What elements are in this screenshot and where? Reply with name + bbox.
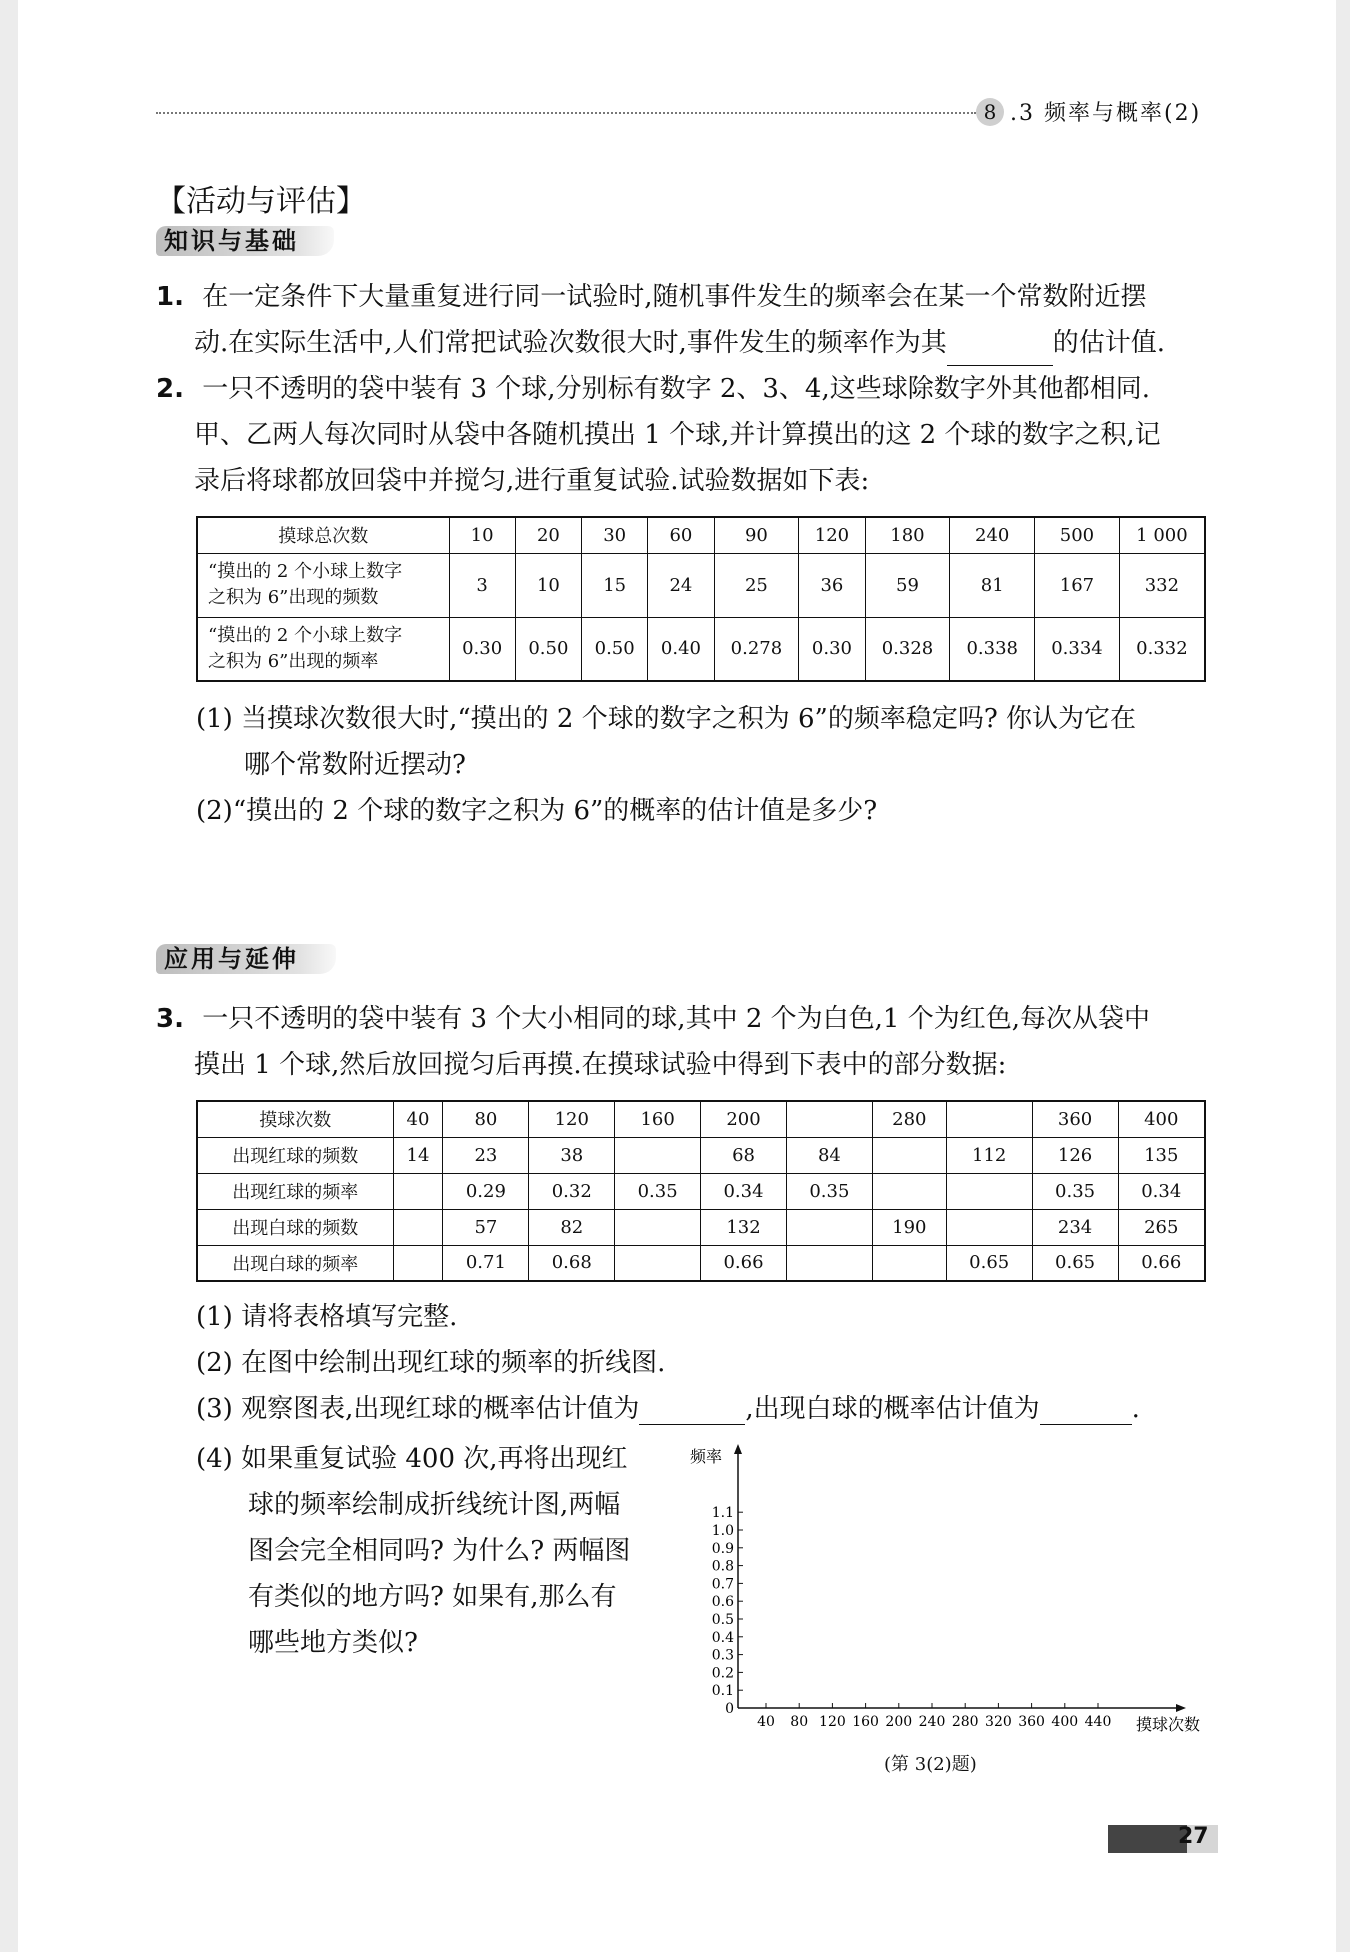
q3-frequency-chart	[688, 1440, 1208, 1740]
q2-table	[196, 516, 1206, 682]
table-cell: 3	[449, 553, 515, 617]
page-number: 27	[1178, 1824, 1209, 1849]
y-tick-label: 0.8	[711, 1558, 734, 1575]
table-row-label: 出现红球的频率	[197, 1173, 393, 1209]
table-cell: 0.278	[714, 617, 799, 681]
table-blank-cell[interactable]	[946, 1101, 1032, 1137]
q2-sub1-line1: (1) 当摸球次数很大时,“摸出的 2 个球的数字之积为 6”的频率稳定吗? 你认为它在	[196, 704, 1137, 734]
y-tick-label: 0.9	[711, 1540, 734, 1557]
q1-line2: 动.在实际生活中,人们常把试验次数很大时,事件发生的频率作为其 的估计值.	[194, 320, 1165, 366]
q2-sub2: (2)“摸出的 2 个球的数字之积为 6”的概率的估计值是多少?	[196, 796, 878, 826]
table-cell: 0.65	[946, 1245, 1032, 1281]
table-cell: 0.71	[443, 1245, 529, 1281]
y-tick-label: 0.5	[711, 1612, 734, 1628]
table-cell: 81	[950, 553, 1035, 617]
q2-number: 2.	[156, 374, 184, 404]
x-tick-label: 40	[757, 1714, 775, 1730]
table-cell: 68	[701, 1137, 787, 1173]
table-row-label: 出现白球的频数	[197, 1209, 393, 1245]
table-cell: 0.50	[582, 617, 648, 681]
table-cell: 15	[582, 553, 648, 617]
y-tick-label: 1.0	[711, 1523, 734, 1539]
y-tick-label: 0.3	[711, 1647, 734, 1664]
table-cell: 234	[1032, 1209, 1118, 1245]
x-tick-label: 120	[819, 1714, 846, 1730]
table-cell: 10	[515, 553, 581, 617]
q3-line2: 摸出 1 个球,然后放回搅匀后再摸.在摸球试验中得到下表中的部分数据:	[194, 1050, 1007, 1080]
q1-number: 1.	[156, 282, 184, 312]
q3-line1: 3. 一只不透明的袋中装有 3 个大小相同的球,其中 2 个为白色,1 个为红色,每次从袋中	[156, 1004, 1150, 1034]
table-row-label: “摸出的 2 个小球上数字 之积为 6”出现的频数	[197, 553, 449, 617]
q3-table	[196, 1100, 1206, 1282]
table-row-label: “摸出的 2 个小球上数字 之积为 6”出现的频率	[197, 617, 449, 681]
table-blank-cell[interactable]	[786, 1101, 872, 1137]
x-tick-label: 200	[885, 1714, 913, 1730]
chapter-badge: 8	[976, 98, 1004, 126]
y-tick-label: 0.2	[711, 1665, 734, 1682]
table-cell: 57	[443, 1209, 529, 1245]
q2-table-frequency-count-row	[197, 553, 1205, 617]
x-tick-label: 440	[1084, 1714, 1112, 1730]
table-blank-cell[interactable]	[786, 1209, 872, 1245]
table-cell: 36	[799, 553, 865, 617]
chart-caption: (第 3(2)题)	[884, 1754, 977, 1775]
table-cell: 23	[443, 1137, 529, 1173]
table-cell: 265	[1118, 1209, 1205, 1245]
table-cell: 84	[786, 1137, 872, 1173]
q3-sub2: (2) 在图中绘制出现红球的频率的折线图.	[196, 1348, 666, 1378]
table-cell: 120	[799, 517, 865, 553]
table-cell: 0.332	[1119, 617, 1205, 681]
y-tick-label: 0.1	[711, 1683, 734, 1700]
x-tick-label: 160	[852, 1714, 879, 1730]
table-blank-cell[interactable]	[786, 1245, 872, 1281]
y-tick-label: 0	[725, 1701, 734, 1717]
table-blank-cell[interactable]	[872, 1245, 946, 1281]
table-cell: 摸球总次数	[197, 517, 449, 553]
x-axis-label: 摸球次数	[1136, 1715, 1201, 1734]
table-cell: 24	[648, 553, 714, 617]
x-axis-arrow	[1176, 1704, 1186, 1712]
table-cell: 90	[714, 517, 799, 553]
table-cell: 0.30	[799, 617, 865, 681]
q2-line3: 录后将球都放回袋中并搅匀,进行重复试验.试验数据如下表:	[194, 466, 870, 496]
q3-sub1: (1) 请将表格填写完整.	[196, 1302, 458, 1332]
table-cell: 190	[872, 1209, 946, 1245]
table-cell: 180	[865, 517, 950, 553]
y-tick-label: 0.7	[711, 1576, 734, 1593]
q2-line1: 2. 一只不透明的袋中装有 3 个球,分别标有数字 2、3、4,这些球除数字外其他都相同.	[156, 374, 1150, 404]
table-cell: 0.32	[529, 1173, 615, 1209]
x-tick-label: 360	[1018, 1714, 1045, 1730]
table-cell: 10	[449, 517, 515, 553]
q3-sub3: (3) 观察图表,出现红球的概率估计值为 ,出现白球的概率估计值为 .	[196, 1394, 1140, 1424]
table-cell: 135	[1118, 1137, 1205, 1173]
table-blank-cell[interactable]	[393, 1245, 443, 1281]
table-cell: 0.338	[950, 617, 1035, 681]
x-tick-label: 400	[1051, 1714, 1079, 1730]
table-cell: 25	[714, 553, 799, 617]
table-blank-cell[interactable]	[872, 1137, 946, 1173]
table-cell: 1 000	[1119, 517, 1205, 553]
table-cell: 500	[1035, 517, 1120, 553]
table-blank-cell[interactable]	[615, 1209, 701, 1245]
page	[18, 0, 1336, 1952]
table-row-label: 摸球次数	[197, 1101, 393, 1137]
table-blank-cell[interactable]	[946, 1173, 1032, 1209]
table-cell: 240	[950, 517, 1035, 553]
q2-line2: 甲、乙两人每次同时从袋中各随机摸出 1 个球,并计算摸出的这 2 个球的数字之积,记	[194, 420, 1161, 450]
table-row	[197, 1209, 1205, 1245]
table-cell: 280	[872, 1101, 946, 1137]
section-title: 【活动与评估】	[156, 184, 366, 219]
table-cell: 0.34	[1118, 1173, 1205, 1209]
q3-number: 3.	[156, 1004, 184, 1034]
table-row-label: 出现红球的频数	[197, 1137, 393, 1173]
table-cell: 0.40	[648, 617, 714, 681]
table-cell: 30	[582, 517, 648, 553]
table-cell: 0.30	[449, 617, 515, 681]
y-tick-label: 0.6	[711, 1594, 734, 1611]
table-blank-cell[interactable]	[946, 1209, 1032, 1245]
table-cell: 0.66	[701, 1245, 787, 1281]
table-cell: 112	[946, 1137, 1032, 1173]
table-cell: 332	[1119, 553, 1205, 617]
q2-table-frequency-rate-row	[197, 617, 1205, 681]
x-tick-label: 320	[985, 1714, 1012, 1730]
x-tick-label: 80	[790, 1714, 809, 1730]
x-tick-label: 280	[951, 1714, 979, 1730]
table-cell: 160	[615, 1101, 701, 1137]
table-cell: 200	[701, 1101, 787, 1137]
q3-sub4: (4) 如果重复试验 400 次,再将出现红 球的频率绘制成折线统计图,两幅 图会完全相同吗? 为什么? 两幅图 有类似的地方吗? 如果有,那么有 哪些地方类似?	[196, 1444, 631, 1658]
header-dotted-line	[156, 112, 976, 114]
table-cell: 400	[1118, 1101, 1205, 1137]
y-tick-label: 1.1	[711, 1505, 734, 1522]
y-tick-label: 0.4	[711, 1629, 734, 1646]
table-cell: 0.35	[615, 1173, 701, 1209]
table-blank-cell[interactable]	[393, 1209, 443, 1245]
table-blank-cell[interactable]	[615, 1137, 701, 1173]
table-row	[197, 1173, 1205, 1209]
table-row	[197, 1101, 1205, 1137]
table-row-label: 出现白球的频率	[197, 1245, 393, 1281]
table-row	[197, 1245, 1205, 1281]
table-cell: 60	[648, 517, 714, 553]
table-cell: 0.334	[1035, 617, 1120, 681]
table-cell: 120	[529, 1101, 615, 1137]
table-cell: 14	[393, 1137, 443, 1173]
x-tick-label: 240	[918, 1714, 946, 1730]
table-cell: 38	[529, 1137, 615, 1173]
table-cell: 0.35	[786, 1173, 872, 1209]
table-blank-cell[interactable]	[615, 1245, 701, 1281]
table-cell: 0.68	[529, 1245, 615, 1281]
q3-white-probability-blank[interactable]	[1040, 1396, 1132, 1425]
table-cell: 0.29	[443, 1173, 529, 1209]
table-cell: 0.66	[1118, 1245, 1205, 1281]
q3-red-probability-blank[interactable]	[639, 1396, 745, 1425]
table-cell: 167	[1035, 553, 1120, 617]
table-cell: 132	[701, 1209, 787, 1245]
y-axis-label: 频率	[690, 1447, 723, 1466]
table-blank-cell[interactable]	[872, 1173, 946, 1209]
table-cell: 360	[1032, 1101, 1118, 1137]
table-cell: 0.65	[1032, 1245, 1118, 1281]
y-axis-arrow	[734, 1444, 742, 1454]
table-cell: 59	[865, 553, 950, 617]
band-application: 应用与延伸	[156, 944, 336, 974]
table-cell: 0.35	[1032, 1173, 1118, 1209]
q1-answer-blank[interactable]	[947, 337, 1053, 366]
header-section-title: .3 频率与概率(2)	[1010, 101, 1202, 126]
table-blank-cell[interactable]	[393, 1173, 443, 1209]
table-cell: 0.328	[865, 617, 950, 681]
table-cell: 0.34	[701, 1173, 787, 1209]
table-cell: 40	[393, 1101, 443, 1137]
band-knowledge: 知识与基础	[156, 226, 334, 256]
table-cell: 82	[529, 1209, 615, 1245]
q2-table-header-row	[197, 517, 1205, 553]
table-cell: 80	[443, 1101, 529, 1137]
q1-line1: 1. 在一定条件下大量重复进行同一试验时,随机事件发生的频率会在某一个常数附近摆	[156, 282, 1147, 312]
table-cell: 0.50	[515, 617, 581, 681]
q2-sub1-line2: 哪个常数附近摆动?	[244, 750, 466, 780]
table-row	[197, 1137, 1205, 1173]
table-cell: 20	[515, 517, 581, 553]
table-cell: 126	[1032, 1137, 1118, 1173]
